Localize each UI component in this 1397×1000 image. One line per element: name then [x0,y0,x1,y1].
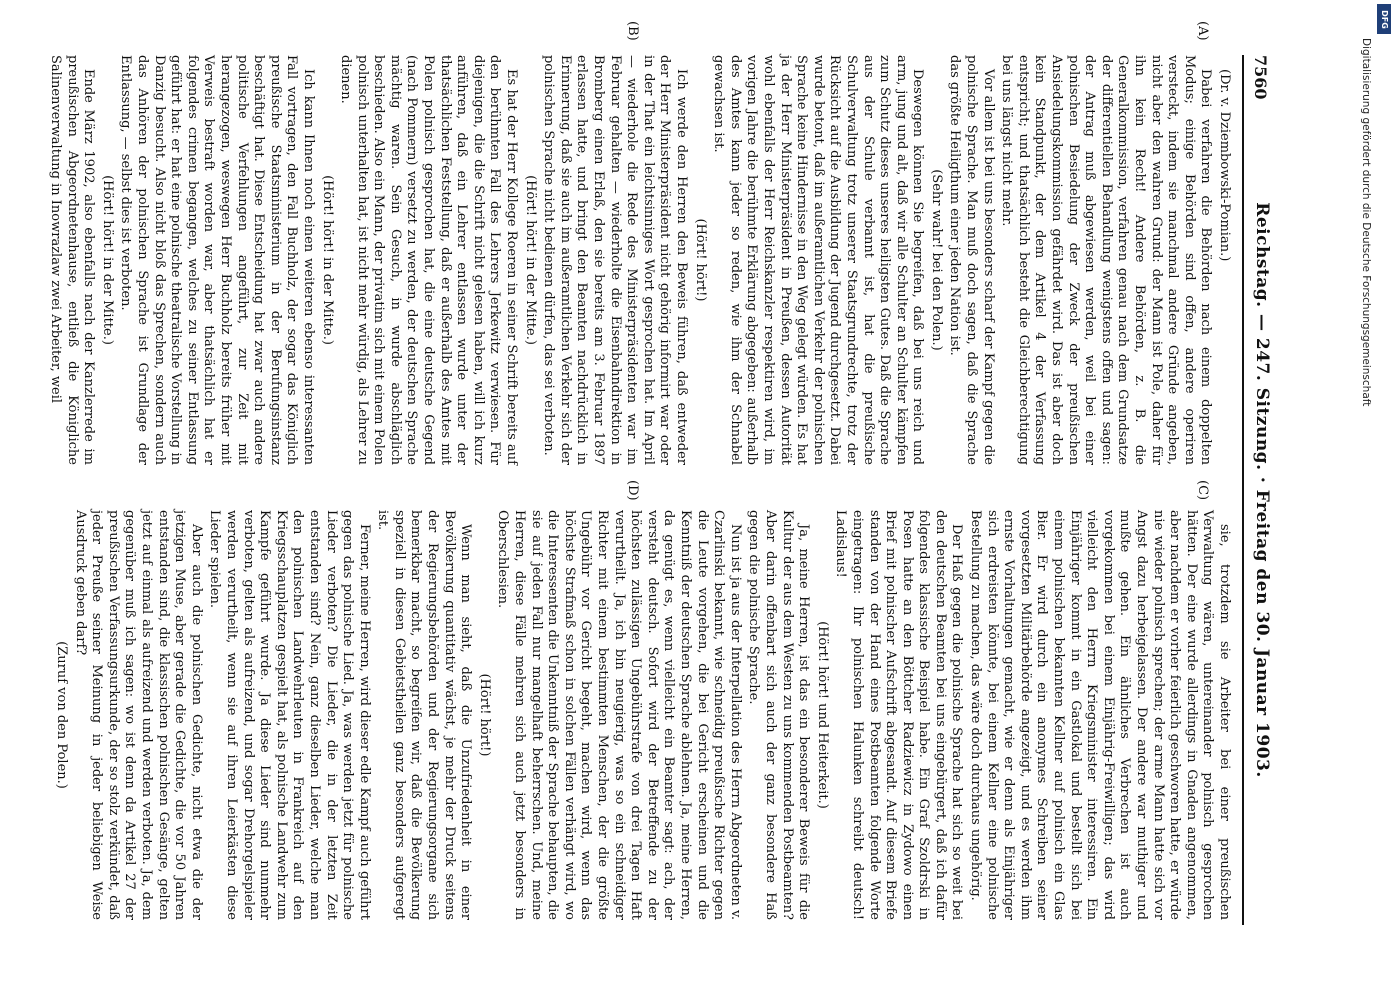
interjection: (Hört! hört! und Heiterkeit.) [814,621,830,809]
margin-mark-b: (B) [625,21,640,41]
rotated-page-content [48,21,1280,925]
paragraph: Ich kann Ihnen noch einen weiteren ebenso interessanten Fall vortragen, den Fall Buchholz, der sogar das Königlich preußische Staatsministerium in der Berufungsinstanz beschäftigt hat. Diese Entscheidung hat zwar auch andere politische Verfehlungen angeführt, zur Zeit mit herangezogen, weswegen Herr Buchholz bereits früher mit Verweis bestraft worden war, aber thatsächlich hat er folgendes crimen begangen, welches zu seiner Entlassung geführt hat: er hat eine polnische theatralische Vorstellung in Danzig besucht. Also nicht bloß das Sprechen, sondern auch das Anhören der polnischen Sprache ist Grundlage der Entlassung, — selbst dies ist verboten. [118,55,316,465]
paragraph: (Dr. v. Dziembowski-Pomian.) [1217,69,1232,262]
interjection: (Hört! hört! in der Mitte.) [522,175,538,345]
interjection: (Hört! hört!) [692,218,708,302]
right-text-column [54,510,1232,920]
page-header [1240,55,1280,925]
dfg-logo: DFG [1377,4,1391,34]
left-text-column [48,55,1232,465]
interjection: (Zuruf von den Polen.) [54,641,70,789]
paragraph: Dabei verfahren die Behörden nach einem doppelten Modus; einige Behörden sind offen, andere operiren versteckt, indem sie manchmal andere Gründe angeben, nicht aber den wahren Grund: der Mann ist Pole, daher für ihn kein Recht! Andere Behörden, z. B. die Generalkommission, verfahren genau nach dem Grundsatze der differentiellen Behandlung wenigstens offen und sagen: der Antrag muß abgewiesen werden, weil bei einer polnischen Besiedelung der Zweck der preußischen Ansiedelungskommission gefährdet wird. Das ist aber doch kein Standpunkt, der dem Artikel 4 der Verfassung entspricht; und thatsächlich besteht die Gleichberechtigung bei uns längst nicht mehr. [999,55,1214,465]
interjection: (Hört! hört!) [476,673,492,757]
paragraph: Ich werde den Herren den Beweis führen, daß entweder der Herr Ministerpräsident nicht gehörig informirt war oder in der That ein leichtsinniges Wort gesprochen hat. Im April — wiederhole die Rede des Ministerpräsidenten war im Februar gehalten — wiederholte die Eisenbahndirektion in Bromberg einen Erlaß, den sie bereits am 3. Februar 1897 erlassen hatte, und bringt den Beamten nachdrücklich in Erinnerung, daß sie auch im außeramtlichen Verkehr sich der polnischen Sprache nicht bedienen dürfen, das sei verboten. [541,55,689,465]
paragraph: sie, trotzdem sie Arbeiter bei einer preußischen Verwaltung wären, untereinander polnisch gesprochen hätten. Der eine wurde allerdings in Gnaden angenommen, aber nachdem er vorher feierlich geschworen hatte, er würde nie wieder polnisch sprechen; der arme Mann hatte sich vor Angst dazu herbeigelassen. Der andere war muthiger und mußte gehen. Ein ähnliches Verbrechen ist auch vorgekommen bei einem Einjährig-Freiwilligen; das wird vielleicht den Herrn Kriegsminister interessiren. Ein Einjähriger kommt in ein Gastlokal und bestellt sich bei einem polnischen bekannten Kellner auf polnisch ein Glas Bier. Er wird durch ein anonymes Schreiben seiner vorgesetzten Militärbehörde angezeigt, und es werden ihm ernste Vorhaltungen gemacht, wie er denn als Einjähriger sich erdreisten könnte, bei einem Kellner eine polnische Bestellung zu machen, das wäre doch durchaus ungehörig. [968,510,1232,920]
paragraph: Der Haß gegen die polnische Sprache hat sich so weit bei den deutschen Beamten bei uns eingebürgert, daß ich dafür folgendes klassische Beispiel habe. Ein Graf Szoldrski in Posen hatte an den Böttcher Radziewicz in Zydowo einen Brief mit polnischer Aufschrift abgesandt. Auf diesem Briefe standen von der Hand eines Postbeamten folgende Worte eingetragen: Ihr polnischen Halunken schreibt deutsch! Ladislaus! [833,510,965,920]
paragraph: Es hat der Herr Kollege Roeren in seiner Schrift bereits auf den berühmten Fall des Lehrers Jerkewitz verwiesen. Für diejenigen, die die Schrift nicht gelesen haben, will ich kurz anführen, daß ein Lehrer entlassen wurde unter der thatsächlichen Feststellung, daß er außerhalb des Amtes mit Polen polnisch gesprochen hat, die eine deutsche Gegend (nach Pommern) versetzt zu werden, der deutschen Sprache mächtig waren. Sein Gesuch, in wurde abschläglich beschieden. Also ein Mann, der privatim sich mit einem Polen polnisch unterhalten hat, ist nicht mehr würdig, als Lehrer zu dienen. [338,55,520,465]
paragraph: Vor allem ist bei uns besonders scharf der Kampf gegen die polnische Sprache. Man muß doch sagen, daß die Sprache das größte Heiligthum einer jeden Nation ist. [947,55,996,465]
attribution-text: Digitalisierung gefördert durch die Deutsche Forschungsgemeinschaft [1360,38,1372,407]
paragraph: Ja, meine Herren, ist das ein besonderer Beweis für die Kultur der aus dem Westen zu uns kommenden Postbeamten? Aber darin offenbart sich auch der ganz besondere Haß gegen die polnische Sprache. [746,510,812,920]
header-rule [1242,55,1244,925]
interjection: (Hört! hört! in der Mitte.) [319,175,335,345]
paragraph: Ende März 1902, also ebenfalls nach der Kanzlerrede im preußischen Abgeordnetenhause, entließ die Königliche Salinenverwaltung in Inowrazlaw zwei Arbeiter, weil [48,55,97,465]
page-title: Reichstag. — 247. Sitzung. · Freitag den 30. Januar 1903. [1252,202,1272,778]
margin-mark-c: (C) [1195,480,1210,501]
interjection: (Sehr wahr! bei den Polen.) [928,169,944,351]
interjection: (Hört! hört! in der Mitte.) [99,175,115,345]
paragraph: Ferner, meine Herren, wird dieser edle Kampf auch geführt gegen das polnische Lied. Ja, was werden jetzt für polnische Lieder verboten? Die Lieder, die in der letzten Zeit entstanden sind? Nein, ganz dieselben Lieder, welche man den polnischen Landwehrleuten in Frankreich auf den Kriegsschauplatzen gespielt hat, als polnische Landwehr zum Kampfe geführt wurde. Ja diese Lieder sind nunmehr verboten, gelten als aufreizend, und sogar Drehorgelspieler werden verurtheilt, wenn sie auf ihren Leierkästen diese Lieder spielen. [207,510,372,920]
paragraph: Deswegen können Sie begreifen, daß bei uns reich und arm, jung und alt, daß wir alle Schulter an Schulter kämpfen zum Schutz dieses unseres heiligsten Gutes. Daß die Sprache aus der Schule verbannt ist, hat die preußische Schulverwaltung trotz unserer Staatsgrundrechte, trotz der Rücksicht auf die Ausbildung der Jugend durchgesetzt. Dabei wurde betont, daß im außeramtlichen Verkehr der polnischen Sprache keine Hindernisse in den Weg gelegt würden. Es hat ja der Herr Ministerpräsident in Preußen, dessen Autorität wohl ebenfalls der Herr Reichskanzler respektiren wird, im vorigen Jahre die berühmte Erklärung abgegeben: außerhalb des Amtes kann jeder so reden, wie ihm der Schnabel gewachsen ist. [711,55,926,465]
page-number: 7560 [1251,55,1270,100]
margin-mark-d: (D) [625,480,640,501]
paragraph: Aber auch die polnischen Gedichte, nicht etwa die der jetzigen Muse, aber gerade die Gedichte, die vor 50 Jahren entstanden sind, die klassischen polnischen Gesänge, gelten jetzt auf einmal als aufreizend und werden verboten. Ja, dem gegenüber muß ich sagen: wo ist denn da Artikel 27 der preußischen Verfassungsurkunde, der so stolz verkündet, daß jeder Preuße seiner Meinung in jeder beliebigen Weise Ausdruck geben darf? [72,510,204,920]
margin-mark-a: (A) [1195,21,1210,41]
paragraph: Wenn man sieht, daß die Unzufriedenheit in einer Bevölkerung quantitativ wächst, je mehr der Druck seitens der Regierungsbehörden und der Regierungsorgane sich bemerkbar macht, so begreifen wir, daß die Bevölkerung speziell in diesen Gebietstheilen ganz besonders aufgeregt ist. [375,510,474,920]
paragraph: Nun ist ja aus der Interpellation des Herrn Abgeordneten v. Czarlinski bekannt, wie schneidig preußische Richter gegen die Leute vorgehen, die bei Gericht erscheinen und die Kenntniß der deutschen Sprache ablehnen. Ja, meine Herren, da genügt es, wenn vielleicht ein Beamter sagt: ach, der versteht deutsch. Sofort wird der Betreffende zu der höchsten zulässigen Ungebührstrafe von drei Tagen Haft verurtheilt. Ja, ich bin neugierig, was so ein schneidiger Richter mit einem bestimmten Menschen, der die größte Ungebühr vor Gericht begeht, machen wird, wenn das höchste Strafmaß schon in solchen Fällen verhängt wird, wo die Interessenten die Unkenntniß der Sprache behaupten, die sie auf jeden Fall nur mangelhaft beherrschen. Und, meine Herren, diese Fälle mehren sich auch jetzt besonders in Oberschlesien. [495,510,743,920]
